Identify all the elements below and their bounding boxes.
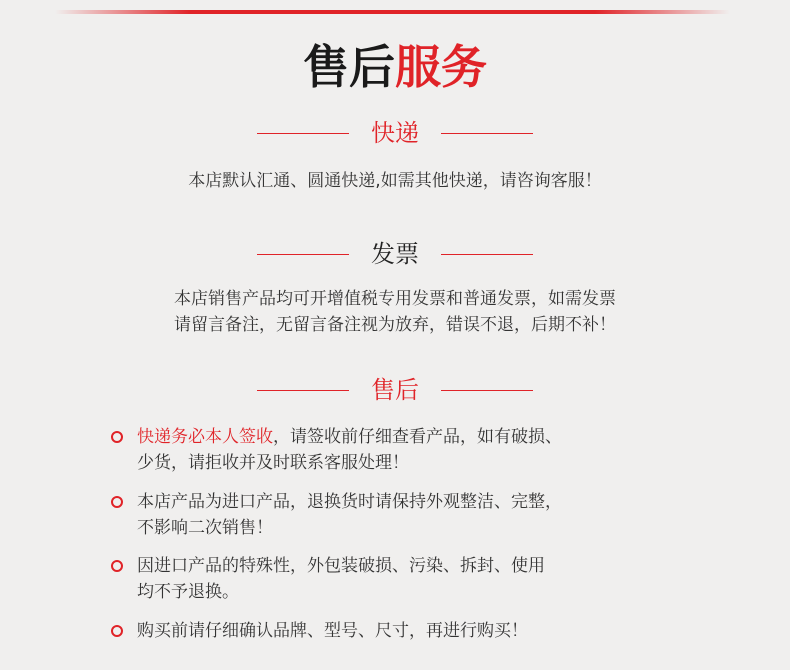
list-item (111, 424, 651, 476)
list-item-line1: ，请签收前仔细查看产品，如有破损、 (273, 427, 562, 447)
circle-bullet-icon (111, 496, 123, 508)
list-item-text (137, 618, 651, 644)
page-title-part2: 服务 (395, 40, 487, 94)
list-item-line1: 购买前请仔细确认品牌、型号、尺寸，再进行购买！ (137, 621, 528, 641)
invoice-heading (0, 238, 790, 270)
circle-bullet-icon (111, 431, 123, 443)
express-text: 本店默认汇通、圆通快递,如需其他快递，请咨询客服！ (188, 171, 602, 191)
list-item-text (137, 489, 651, 541)
invoice-heading-label: 发票 (371, 240, 419, 268)
aftersales-heading-label: 售后 (371, 376, 419, 404)
list-item-line2: 均不予退换。 (137, 582, 239, 602)
heading-line-right (441, 133, 533, 134)
page-title (0, 40, 790, 94)
invoice-text-line2: 请留言备注，无留言备注视为放弃，错误不退，后期不补！ (174, 315, 616, 335)
circle-bullet-icon (111, 625, 123, 637)
heading-line-left (257, 133, 349, 134)
heading-line-left (257, 390, 349, 391)
list-item-line2: 不影响二次销售！ (137, 518, 273, 538)
list-item (111, 618, 651, 644)
top-divider (55, 10, 730, 14)
list-item (111, 553, 651, 605)
invoice-text (0, 286, 790, 338)
heading-line-right (441, 390, 533, 391)
circle-bullet-icon (111, 560, 123, 572)
express-heading-label: 快递 (371, 119, 419, 147)
heading-line-left (257, 254, 349, 255)
list-item (111, 489, 651, 541)
list-item-line1: 因进口产品的特殊性，外包装破损、污染、拆封、使用 (137, 556, 545, 576)
list-item-line2: 少货，请拒收并及时联系客服处理！ (137, 453, 409, 473)
invoice-text-line1: 本店销售产品均可开增值税专用发票和普通发票，如需发票 (174, 289, 616, 309)
list-item-highlight: 快递务必本人签收 (137, 427, 273, 447)
list-item-text (137, 553, 651, 605)
list-item-text (137, 424, 651, 476)
page-title-part1: 售后 (303, 40, 395, 94)
list-item-line1: 本店产品为进口产品，退换货时请保持外观整洁、完整， (137, 492, 562, 512)
heading-line-right (441, 254, 533, 255)
aftersales-heading (0, 374, 790, 406)
express-heading (0, 117, 790, 149)
